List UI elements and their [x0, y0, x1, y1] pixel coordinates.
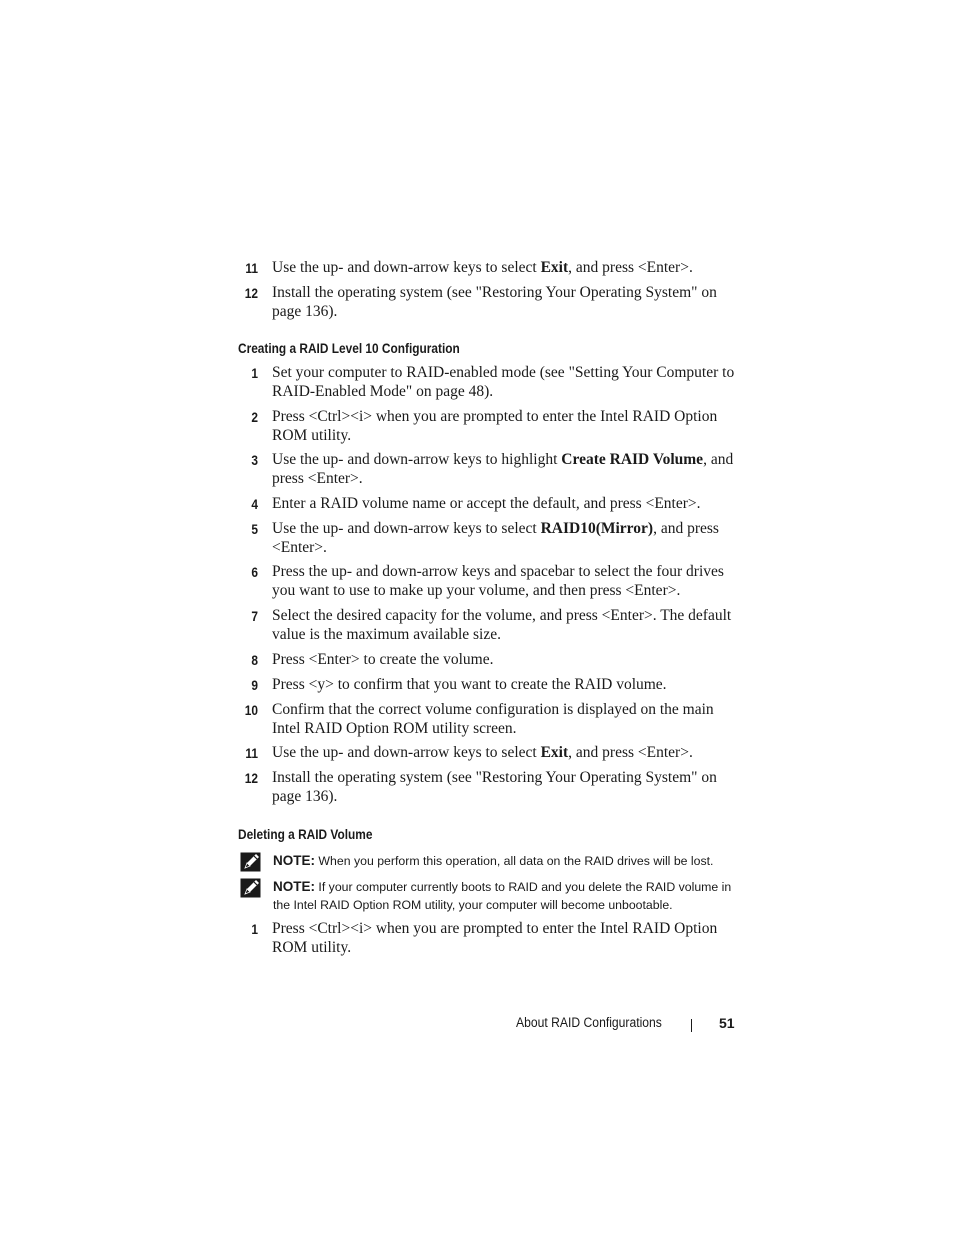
- note-label: NOTE:: [273, 853, 315, 868]
- step-number: 10: [244, 702, 258, 718]
- step-number: 12: [244, 285, 258, 301]
- step-number: 4: [251, 496, 258, 512]
- note-label: NOTE:: [273, 879, 315, 894]
- footer-chapter-title: About RAID Configurations: [516, 1015, 662, 1030]
- page-number: 51: [719, 1015, 735, 1031]
- step-text: Press <Ctrl><i> when you are prompted to enter the Intel RAID Option ROM utility.: [272, 408, 718, 444]
- section-heading-raid10: Creating a RAID Level 10 Configuration: [238, 341, 460, 356]
- note-pencil-icon: [240, 878, 264, 898]
- step-text: Press <y> to confirm that you want to create the RAID volume.: [272, 676, 667, 693]
- step-number: 9: [251, 677, 258, 693]
- step-number: 2: [251, 409, 258, 425]
- step-text: Install the operating system (see "Restoring Your Operating System" on page 136).: [272, 769, 717, 805]
- step-number: 1: [251, 365, 258, 381]
- step-number: 8: [251, 652, 258, 668]
- step-text: Use the up- and down-arrow keys to select Exit, and press <Enter>.: [272, 259, 693, 276]
- note-text: [273, 852, 743, 871]
- step-number: 7: [251, 608, 258, 624]
- step-text: Enter a RAID volume name or accept the default, and press <Enter>.: [272, 495, 701, 512]
- footer-separator: [691, 1019, 692, 1032]
- step-number: 11: [245, 745, 258, 761]
- step-text: Install the operating system (see "Restoring Your Operating System" on page 136).: [272, 284, 717, 320]
- step-text: Use the up- and down-arrow keys to highlight Create RAID Volume, and press <Enter>.: [272, 451, 734, 487]
- section-heading-delete: Deleting a RAID Volume: [238, 827, 373, 842]
- step-number: 3: [251, 452, 258, 468]
- step-number: 1: [251, 921, 258, 937]
- step-number: 6: [251, 564, 258, 580]
- note-body: If your computer currently boots to RAID and you delete the RAID volume in the Intel RAID Option ROM utility, your computer will become unbootable.: [273, 880, 732, 912]
- note-body: When you perform this operation, all data on the RAID drives will be lost.: [318, 854, 714, 868]
- step-text: Use the up- and down-arrow keys to select Exit, and press <Enter>.: [272, 744, 693, 761]
- step-text: Press <Enter> to create the volume.: [272, 651, 494, 668]
- step-text: Select the desired capacity for the volume, and press <Enter>. The default value is the maximum available size.: [272, 607, 732, 643]
- step-text: Confirm that the correct volume configuration is displayed on the main Intel RAID Option ROM utility screen.: [272, 701, 714, 737]
- note-pencil-icon: [240, 852, 264, 872]
- step-text: Press the up- and down-arrow keys and spacebar to select the four drives you want to use to make up your volume, and then press <Enter>.: [272, 563, 724, 599]
- step-number: 5: [251, 521, 258, 537]
- step-text: Press <Ctrl><i> when you are prompted to enter the Intel RAID Option ROM utility.: [272, 920, 718, 956]
- step-text: Use the up- and down-arrow keys to select RAID10(Mirror), and press <Enter>.: [272, 520, 719, 556]
- step-number: 12: [244, 770, 258, 786]
- step-number: 11: [245, 260, 258, 276]
- step-text: Set your computer to RAID-enabled mode (see "Setting Your Computer to RAID-Enabled Mode" on page 48).: [272, 364, 735, 400]
- note-text: [273, 878, 743, 914]
